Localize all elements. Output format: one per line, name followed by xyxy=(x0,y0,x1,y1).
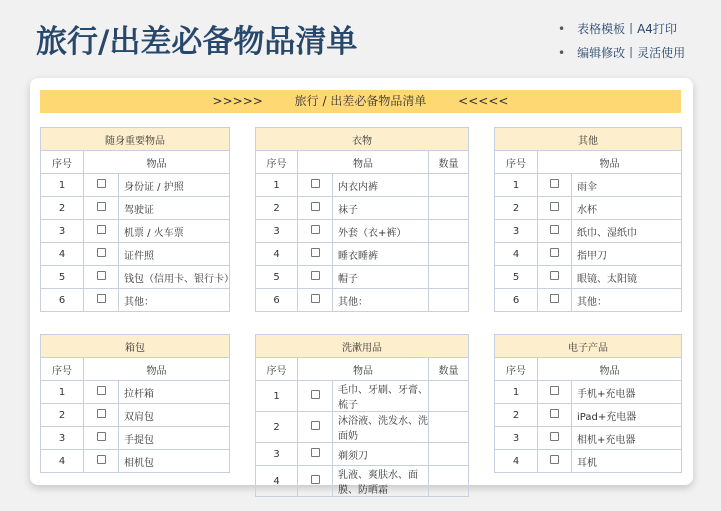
checkbox-cell[interactable] xyxy=(298,289,333,312)
seq-cell: 1 xyxy=(256,174,298,197)
qty-input[interactable] xyxy=(429,381,469,412)
banner-right-arrows: <<<<< xyxy=(458,94,509,108)
item-cell: 毛巾、牙刷、牙膏、梳子 xyxy=(333,381,429,412)
item-cell: 相机+充电器 xyxy=(572,427,682,450)
seq-cell: 2 xyxy=(495,197,538,220)
table-row xyxy=(495,427,682,450)
seq-cell: 6 xyxy=(495,289,538,312)
table-row xyxy=(495,289,682,312)
checkbox[interactable] xyxy=(97,271,106,280)
checkbox[interactable] xyxy=(311,271,320,280)
checkbox[interactable] xyxy=(311,475,320,484)
table-row xyxy=(41,197,230,220)
checklist-table xyxy=(40,127,234,312)
item-cell: 手提包 xyxy=(119,427,230,450)
column-header-row xyxy=(41,358,230,381)
checklist-table xyxy=(255,334,469,497)
item-cell: 钱包（信用卡、银行卡） xyxy=(119,266,230,289)
checkbox[interactable] xyxy=(550,294,559,303)
table-row xyxy=(41,289,230,312)
seq-cell: 4 xyxy=(495,450,538,473)
item-cell: 双肩包 xyxy=(119,404,230,427)
seq-cell: 1 xyxy=(256,381,298,412)
checkbox[interactable] xyxy=(97,248,106,257)
qty-input[interactable] xyxy=(429,197,469,220)
checkbox[interactable] xyxy=(311,448,320,457)
item-cell: 帽子 xyxy=(333,266,429,289)
table-row xyxy=(495,450,682,473)
table-row xyxy=(256,197,469,220)
checkbox-cell[interactable] xyxy=(84,381,119,404)
table-row xyxy=(495,266,682,289)
seq-cell: 3 xyxy=(495,427,538,450)
table-row xyxy=(41,404,230,427)
qty-input[interactable] xyxy=(429,443,469,466)
checkbox-cell[interactable] xyxy=(298,220,333,243)
item-cell: 剃须刀 xyxy=(333,443,429,466)
seq-cell: 2 xyxy=(495,404,538,427)
category-row xyxy=(495,128,682,151)
qty-input[interactable] xyxy=(429,220,469,243)
column-header-row xyxy=(495,151,682,174)
checkbox[interactable] xyxy=(97,202,106,211)
seq-cell: 2 xyxy=(256,412,298,443)
item-cell: 指甲刀 xyxy=(572,243,682,266)
table-row xyxy=(256,381,469,412)
seq-cell: 4 xyxy=(256,243,298,266)
item-header: 物品 xyxy=(84,358,230,381)
banner-title: 旅行 / 出差必备物品清单 xyxy=(294,94,427,108)
checkbox[interactable] xyxy=(97,432,106,441)
seq-cell: 1 xyxy=(41,174,84,197)
seq-cell: 1 xyxy=(495,381,538,404)
seq-header: 序号 xyxy=(41,358,84,381)
item-cell: 证件照 xyxy=(119,243,230,266)
table-row xyxy=(41,220,230,243)
checkbox-cell[interactable] xyxy=(538,220,572,243)
column-header-row xyxy=(495,358,682,381)
table-row xyxy=(495,174,682,197)
qty-header: 数量 xyxy=(429,358,469,381)
checkbox[interactable] xyxy=(311,390,320,399)
checkbox-cell[interactable] xyxy=(84,450,119,473)
seq-header: 序号 xyxy=(495,358,538,381)
checkbox-cell[interactable] xyxy=(84,427,119,450)
seq-cell: 6 xyxy=(256,289,298,312)
qty-input[interactable] xyxy=(429,266,469,289)
checkbox-cell[interactable] xyxy=(298,412,333,443)
seq-cell: 4 xyxy=(41,450,84,473)
category-header: 随身重要物品 xyxy=(41,128,230,151)
item-header: 物品 xyxy=(538,151,682,174)
column-header-row xyxy=(41,151,230,174)
checklist-table xyxy=(40,334,230,473)
checkbox[interactable] xyxy=(311,179,320,188)
item-header: 物品 xyxy=(298,358,429,381)
note-item: • 表格模板丨A4打印 xyxy=(558,17,685,41)
item-cell: 身份证 / 护照 xyxy=(119,174,230,197)
checklist-table xyxy=(494,334,682,473)
item-cell: 耳机 xyxy=(572,450,682,473)
seq-cell: 4 xyxy=(41,243,84,266)
checkbox[interactable] xyxy=(97,179,106,188)
seq-cell: 3 xyxy=(256,220,298,243)
item-cell: 其他： xyxy=(119,289,230,312)
item-cell: 拉杆箱 xyxy=(119,381,230,404)
checklist-table xyxy=(494,127,682,312)
item-cell: 机票 / 火车票 xyxy=(119,220,230,243)
checkbox-cell[interactable] xyxy=(298,174,333,197)
seq-cell: 5 xyxy=(495,266,538,289)
item-cell: 外套（衣+裤） xyxy=(333,220,429,243)
seq-header: 序号 xyxy=(256,358,298,381)
category-header: 衣物 xyxy=(256,128,469,151)
table-row xyxy=(495,381,682,404)
item-cell: 纸巾、湿纸巾 xyxy=(572,220,682,243)
qty-input[interactable] xyxy=(429,174,469,197)
seq-cell: 3 xyxy=(41,427,84,450)
item-cell: 沐浴液、洗发水、洗面奶 xyxy=(333,412,429,443)
category-row xyxy=(256,335,469,358)
checkbox[interactable] xyxy=(97,294,106,303)
checkbox[interactable] xyxy=(550,202,559,211)
checkbox-cell[interactable] xyxy=(298,266,333,289)
item-header: 物品 xyxy=(84,151,230,174)
seq-cell: 3 xyxy=(256,443,298,466)
banner xyxy=(40,90,681,113)
checkbox-cell[interactable] xyxy=(298,197,333,220)
item-cell: 手机+充电器 xyxy=(572,381,682,404)
category-header: 电子产品 xyxy=(495,335,682,358)
banner-left-arrows: >>>>> xyxy=(212,94,263,108)
table-row xyxy=(256,466,469,497)
item-cell: 其他： xyxy=(333,289,429,312)
checkbox-cell[interactable] xyxy=(538,404,572,427)
table-row xyxy=(41,266,230,289)
table-row xyxy=(256,243,469,266)
item-cell: 相机包 xyxy=(119,450,230,473)
checkbox[interactable] xyxy=(311,294,320,303)
qty-input[interactable] xyxy=(429,243,469,266)
seq-cell: 1 xyxy=(495,174,538,197)
category-row xyxy=(256,128,469,151)
table-row xyxy=(256,412,469,443)
item-cell: 水杯 xyxy=(572,197,682,220)
checkbox[interactable] xyxy=(550,432,559,441)
item-header: 物品 xyxy=(538,358,682,381)
checkbox-cell[interactable] xyxy=(298,466,333,497)
page-title: 旅行/出差必备物品清单 xyxy=(36,24,358,60)
checkbox-cell[interactable] xyxy=(298,243,333,266)
table-row xyxy=(495,220,682,243)
item-cell: 内衣内裤 xyxy=(333,174,429,197)
table-row xyxy=(41,174,230,197)
category-header: 洗漱用品 xyxy=(256,335,469,358)
checkbox-cell[interactable] xyxy=(84,174,119,197)
category-header: 箱包 xyxy=(41,335,230,358)
item-cell: 睡衣睡裤 xyxy=(333,243,429,266)
checkbox[interactable] xyxy=(97,386,106,395)
seq-cell: 2 xyxy=(41,197,84,220)
table-row xyxy=(41,381,230,404)
item-cell: 眼镜、太阳镜 xyxy=(572,266,682,289)
item-cell: 乳液、爽肤水、面膜、防晒霜 xyxy=(333,466,429,497)
checkbox-cell[interactable] xyxy=(298,381,333,412)
table-row xyxy=(495,197,682,220)
seq-cell: 2 xyxy=(256,197,298,220)
checkbox-cell[interactable] xyxy=(538,174,572,197)
item-cell: 驾驶证 xyxy=(119,197,230,220)
category-header: 其他 xyxy=(495,128,682,151)
checkbox[interactable] xyxy=(311,202,320,211)
checkbox-cell[interactable] xyxy=(84,266,119,289)
checkbox[interactable] xyxy=(97,455,106,464)
seq-header: 序号 xyxy=(495,151,538,174)
category-row xyxy=(41,128,230,151)
checkbox-cell[interactable] xyxy=(298,443,333,466)
table-row xyxy=(256,289,469,312)
checkbox-cell[interactable] xyxy=(84,243,119,266)
checkbox[interactable] xyxy=(550,225,559,234)
seq-cell: 3 xyxy=(495,220,538,243)
item-cell: 其他： xyxy=(572,289,682,312)
table-row xyxy=(41,243,230,266)
header-notes xyxy=(558,17,685,65)
seq-header: 序号 xyxy=(256,151,298,174)
checkbox-cell[interactable] xyxy=(84,404,119,427)
checkbox[interactable] xyxy=(550,179,559,188)
qty-input[interactable] xyxy=(429,412,469,443)
checkbox[interactable] xyxy=(550,386,559,395)
checkbox-cell[interactable] xyxy=(538,266,572,289)
checkbox-cell[interactable] xyxy=(538,243,572,266)
seq-cell: 4 xyxy=(256,466,298,497)
table-row xyxy=(495,404,682,427)
checkbox[interactable] xyxy=(550,271,559,280)
checkbox-cell[interactable] xyxy=(538,289,572,312)
checkbox[interactable] xyxy=(550,455,559,464)
seq-cell: 6 xyxy=(41,289,84,312)
category-row xyxy=(495,335,682,358)
qty-input[interactable] xyxy=(429,289,469,312)
checkbox[interactable] xyxy=(311,225,320,234)
checklist-card xyxy=(30,78,693,496)
item-cell: 雨伞 xyxy=(572,174,682,197)
note-item: • 编辑修改丨灵活使用 xyxy=(558,41,685,65)
seq-cell: 3 xyxy=(41,220,84,243)
checkbox-cell[interactable] xyxy=(538,427,572,450)
seq-cell: 5 xyxy=(256,266,298,289)
checkbox[interactable] xyxy=(550,409,559,418)
checkbox[interactable] xyxy=(97,409,106,418)
column-header-row xyxy=(256,151,469,174)
category-row xyxy=(41,335,230,358)
seq-cell: 5 xyxy=(41,266,84,289)
checkbox[interactable] xyxy=(311,248,320,257)
table-row xyxy=(256,220,469,243)
checkbox-cell[interactable] xyxy=(538,197,572,220)
checkbox-cell[interactable] xyxy=(538,450,572,473)
table-row xyxy=(41,450,230,473)
item-cell: 袜子 xyxy=(333,197,429,220)
checkbox[interactable] xyxy=(311,421,320,430)
column-header-row xyxy=(256,358,469,381)
table-row xyxy=(495,243,682,266)
checkbox-cell[interactable] xyxy=(84,197,119,220)
checklist-table xyxy=(255,127,469,312)
item-cell: iPad+充电器 xyxy=(572,404,682,427)
seq-cell: 4 xyxy=(495,243,538,266)
qty-input[interactable] xyxy=(429,466,469,497)
seq-header: 序号 xyxy=(41,151,84,174)
checkbox-cell[interactable] xyxy=(84,289,119,312)
checkbox-cell[interactable] xyxy=(538,381,572,404)
item-header: 物品 xyxy=(298,151,429,174)
checkbox-cell[interactable] xyxy=(84,220,119,243)
table-row xyxy=(256,443,469,466)
table-row xyxy=(41,427,230,450)
checkbox[interactable] xyxy=(550,248,559,257)
checkbox[interactable] xyxy=(97,225,106,234)
seq-cell: 2 xyxy=(41,404,84,427)
table-row xyxy=(256,174,469,197)
qty-header: 数量 xyxy=(429,151,469,174)
table-row xyxy=(256,266,469,289)
seq-cell: 1 xyxy=(41,381,84,404)
